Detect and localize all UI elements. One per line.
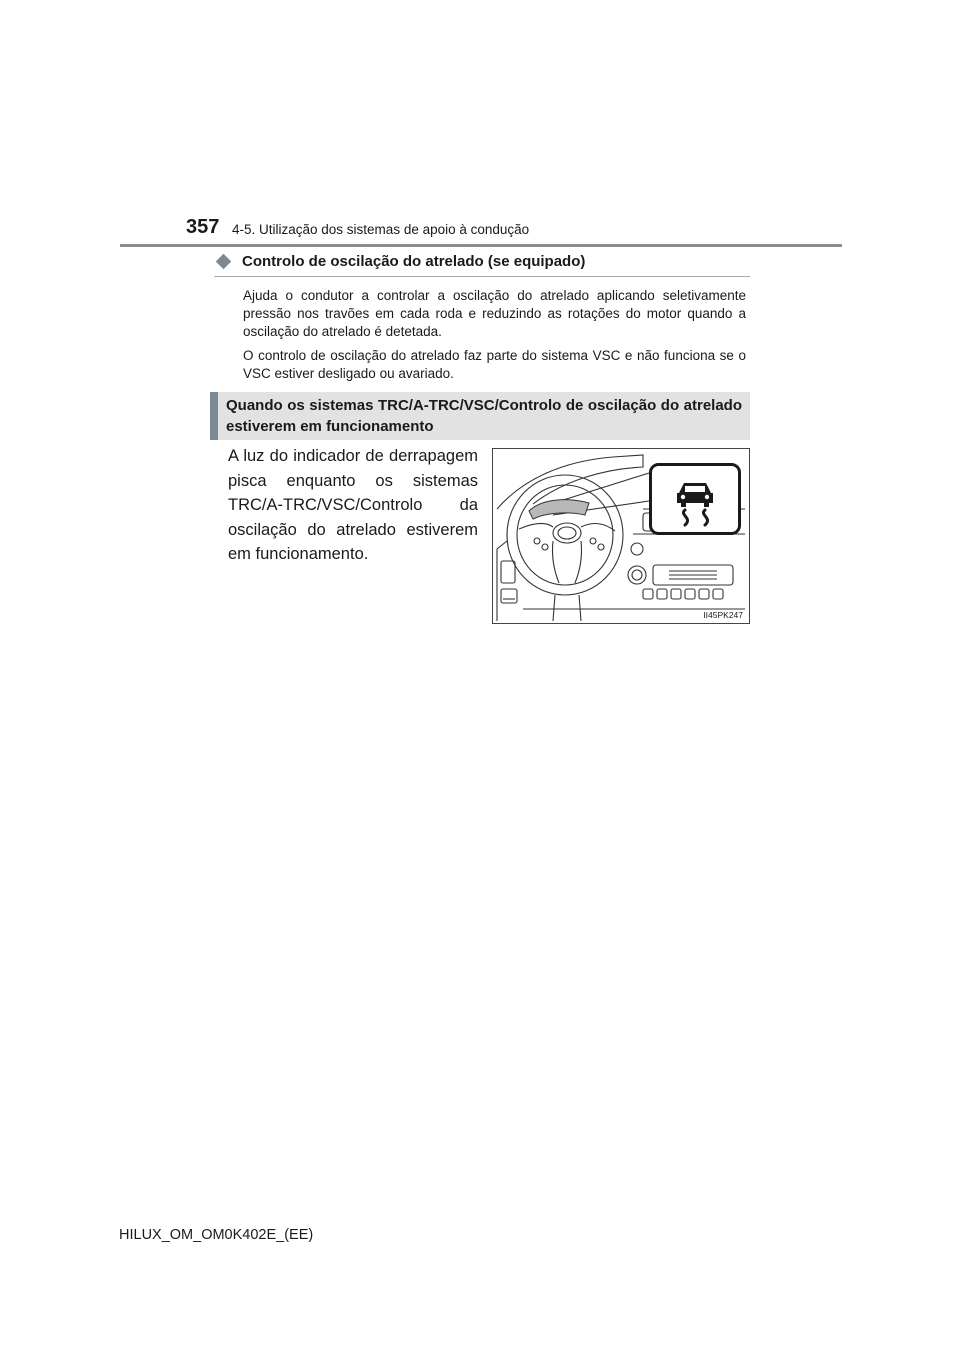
section-accent-bar — [210, 392, 218, 440]
subsection-paragraph-1: Ajuda o condutor a controlar a oscilação do atrelado aplicando seletivamente pressão nos travões em cada roda e reduzindo as rotações do motor quando a oscilação do atrelado é detetada. — [243, 288, 746, 339]
section-path: 4-5. Utilização dos sistemas de apoio à condução — [232, 222, 530, 237]
figure-code: II45PK247 — [703, 610, 743, 620]
footer-doc-id: HILUX_OM_OM0K402E_(EE) — [119, 1227, 314, 1243]
section-heading — [210, 392, 750, 440]
subsection-title: Controlo de oscilação do atrelado (se equipado) — [242, 253, 586, 270]
slip-indicator-icon — [649, 463, 741, 535]
dashboard-illustration — [492, 448, 750, 624]
page-number: 357 — [186, 216, 220, 238]
section-title: Quando os sistemas TRC/A-TRC/VSC/Controlo de oscilação do atrelado estiverem em funcionamento — [226, 397, 742, 435]
header-rule — [120, 244, 842, 247]
subsection-heading — [214, 252, 750, 277]
diamond-bullet-icon — [216, 254, 232, 270]
subsection-paragraph-2: O controlo de oscilação do atrelado faz parte do sistema VSC e não funciona se o VSC estiver desligado ou avariado. — [243, 348, 746, 381]
section-body-text: A luz do indicador de derrapagem pisca enquanto os sistemas TRC/A-TRC/VSC/Controlo da oscilação do atrelado estiverem em funcionamento. — [228, 447, 478, 563]
